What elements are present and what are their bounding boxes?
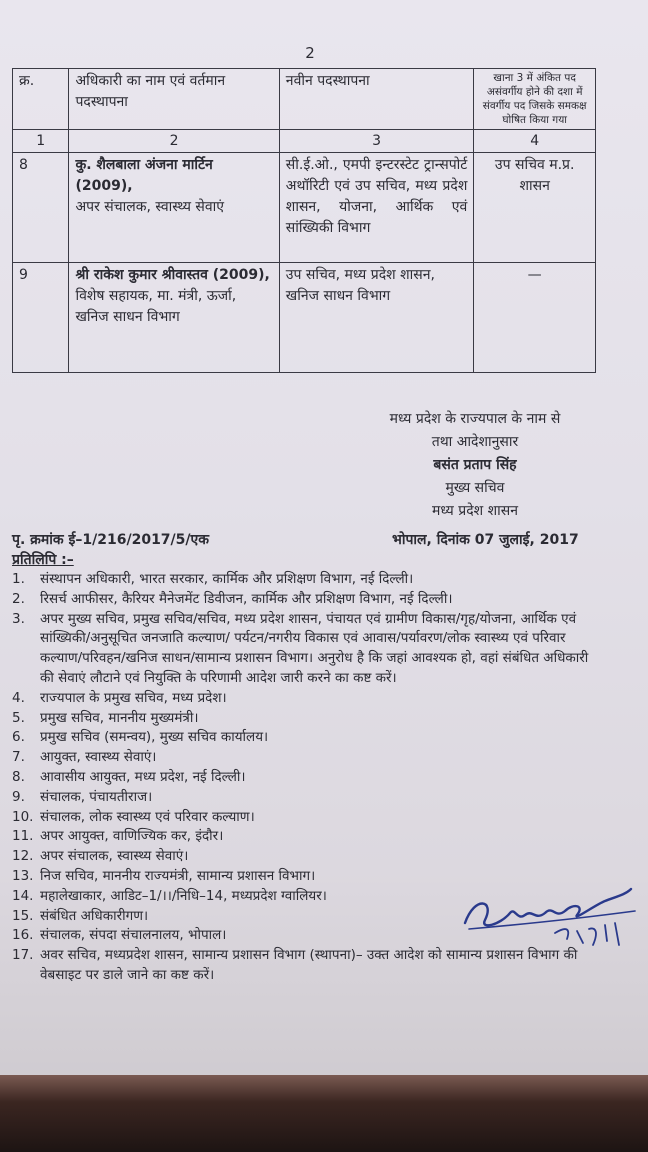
- reference-line: [12, 530, 612, 549]
- row-officer: [69, 263, 279, 373]
- row-equivalent-post: —: [474, 263, 596, 373]
- reference-number: पृ. क्रमांक ई–1/216/2017/5/एक: [12, 532, 210, 548]
- row-new-posting: उप सचिव, मध्य प्रदेश शासन, खनिज साधन विभाग: [279, 263, 474, 373]
- place-date: भोपाल, दिनांक 07 जुलाई, 2017: [392, 532, 579, 548]
- list-item: [12, 570, 598, 590]
- header-officer-name: अधिकारी का नाम एवं वर्तमान पदस्थापना: [69, 69, 279, 130]
- officer-current-posting: अपर संचालक, स्वास्थ्य सेवाएं: [75, 199, 225, 215]
- list-item-text: संचालक, संपदा संचालनालय, भोपाल।: [40, 927, 227, 944]
- officer-name: कु. शैलबाला अंजना मार्टिन (2009),: [75, 157, 213, 194]
- col-number-4: 4: [474, 130, 596, 153]
- list-item-number: 15.: [12, 907, 34, 924]
- background-surface: [0, 1075, 648, 1152]
- list-item-number: 10.: [12, 808, 34, 825]
- list-item-number: 6.: [12, 729, 25, 746]
- list-item-number: 4.: [12, 689, 25, 706]
- list-item-number: 13.: [12, 867, 34, 884]
- signatory-office: मध्य प्रदेश शासन: [432, 503, 518, 519]
- list-item: [12, 768, 598, 788]
- row-equivalent-post: उप सचिव म.प्र. शासन: [474, 153, 596, 263]
- page-number: 2: [305, 44, 315, 62]
- authority-line-1: मध्य प्रदेश के राज्यपाल के नाम से: [389, 411, 561, 427]
- list-item: [12, 847, 598, 867]
- list-item-number: 16.: [12, 927, 34, 944]
- list-item-text: निज सचिव, माननीय राज्यमंत्री, सामान्य प्रशासन विभाग।: [40, 867, 316, 884]
- list-item-number: 12.: [12, 848, 34, 865]
- list-item-text: अपर मुख्य सचिव, प्रमुख सचिव/सचिव, मध्य प्रदेश शासन, पंचायत एवं ग्रामीण विकास/गृह/योजना, आर्थिक एवं सांख्यिकी/अनुसूचित जनजाति कल्याण/ पर्यटन/नगरीय विकास एवं आवास/पर्यावरण/लोक स्वास्थ्य एवं परिवार कल्याण/परिवहन/खनिज साधन/सामान्य प्रशासन विभाग। अनुरोध है कि जहां आवश्यक हो, वहां संबंधित अधिकारी की सेवाएं लौटाने एवं नियुक्ति के परिणामी आदेश जारी करने का कष्ट करें।: [40, 610, 589, 686]
- list-item: [12, 709, 598, 729]
- list-item-number: 9.: [12, 788, 25, 805]
- col-number-1: 1: [13, 130, 69, 153]
- list-item: [12, 590, 598, 610]
- list-item-text: प्रमुख सचिव (समन्वय), मुख्य सचिव कार्यालय।: [40, 729, 269, 746]
- list-item: [12, 827, 598, 847]
- list-item: [12, 808, 598, 828]
- list-item-text: महालेखाकार, आडिट–1/।।/निधि–14, मध्यप्रदेश ग्वालियर।: [40, 887, 327, 904]
- header-new-posting: नवीन पदस्थापना: [279, 69, 474, 130]
- signature-block: [340, 408, 610, 523]
- list-item: [12, 728, 598, 748]
- list-item: [12, 748, 598, 768]
- row-officer: [69, 153, 279, 263]
- list-item-number: 1.: [12, 571, 25, 587]
- list-item: [12, 610, 598, 689]
- row-sno: 9: [13, 263, 69, 373]
- row-sno: 8: [13, 153, 69, 263]
- list-item-text: प्रमुख सचिव, माननीय मुख्यमंत्री।: [40, 709, 199, 726]
- header-equivalent-post: खाना 3 में अंकित पद असंवर्गीय होने की दशा में संवर्गीय पद जिसके समकक्ष घोषित किया गया: [474, 69, 596, 130]
- list-item-number: 5.: [12, 709, 25, 726]
- col-number-3: 3: [279, 130, 474, 153]
- signatory-designation: मुख्य सचिव: [445, 480, 505, 496]
- list-item: [12, 689, 598, 709]
- officer-current-posting: विशेष सहायक, मा. मंत्री, ऊर्जा, खनिज साधन विभाग: [75, 288, 237, 325]
- list-item-text: रिसर्च आफीसर, कैरियर मैनेजमेंट डिवीजन, कार्मिक और प्रशिक्षण विभाग, नई दिल्ली।: [40, 590, 453, 607]
- list-item-text: आवासीय आयुक्त, मध्य प्रदेश, नई दिल्ली।: [40, 768, 246, 785]
- list-item-text: संचालक, पंचायतीराज।: [40, 788, 153, 805]
- list-item: [12, 946, 598, 986]
- list-item-text: आयुक्त, स्वास्थ्य सेवाएं।: [40, 749, 157, 766]
- table-row: [13, 153, 596, 263]
- list-item-number: 8.: [12, 768, 25, 785]
- copy-to-label: प्रतिलिपि :–: [12, 552, 74, 568]
- handwritten-signature: [455, 875, 645, 950]
- list-item-text: राज्यपाल के प्रमुख सचिव, मध्य प्रदेश।: [40, 689, 227, 706]
- table-header-row: [13, 69, 596, 130]
- list-item-number: 14.: [12, 887, 34, 904]
- list-item-number: 2.: [12, 590, 25, 607]
- list-item-text: अवर सचिव, मध्यप्रदेश शासन, सामान्य प्रशासन विभाग (स्थापना)– उक्त आदेश को सामान्य प्रशासन विभाग की वेबसाइट पर डाले जाने का कष्ट करें।: [40, 947, 578, 983]
- signatory-name: बसंत प्रताप सिंह: [433, 457, 517, 473]
- posting-table: [12, 68, 596, 373]
- list-item-number: 7.: [12, 749, 25, 766]
- list-item-text: संस्थापन अधिकारी, भारत सरकार, कार्मिक और प्रशिक्षण विभाग, नई दिल्ली।: [40, 571, 414, 587]
- row-new-posting: सी.ई.ओ., एमपी इन्टरस्टेट ट्रान्सपोर्ट अथॉरिटी एवं उप सचिव, मध्य प्रदेश शासन, योजना, आर्थिक एवं सांख्यिकी विभाग: [279, 153, 474, 263]
- list-item-text: संचालक, लोक स्वास्थ्य एवं परिवार कल्याण।: [40, 808, 255, 825]
- list-item-number: 3.: [12, 610, 25, 627]
- authority-line-2: तथा आदेशानुसार: [431, 434, 519, 450]
- list-item: [12, 788, 598, 808]
- list-item-number: 17.: [12, 947, 34, 964]
- header-sno: क्र.: [13, 69, 69, 130]
- list-item-number: 11.: [12, 828, 34, 845]
- list-item-text: अपर संचालक, स्वास्थ्य सेवाएं।: [40, 848, 189, 865]
- table-row: [13, 263, 596, 373]
- col-number-2: 2: [69, 130, 279, 153]
- officer-name: श्री राकेश कुमार श्रीवास्तव (2009),: [75, 267, 270, 283]
- list-item-text: संबंधित अधिकारीगण।: [40, 907, 149, 924]
- list-item-text: अपर आयुक्त, वाणिज्यिक कर, इंदौर।: [40, 828, 224, 845]
- column-number-row: [13, 130, 596, 153]
